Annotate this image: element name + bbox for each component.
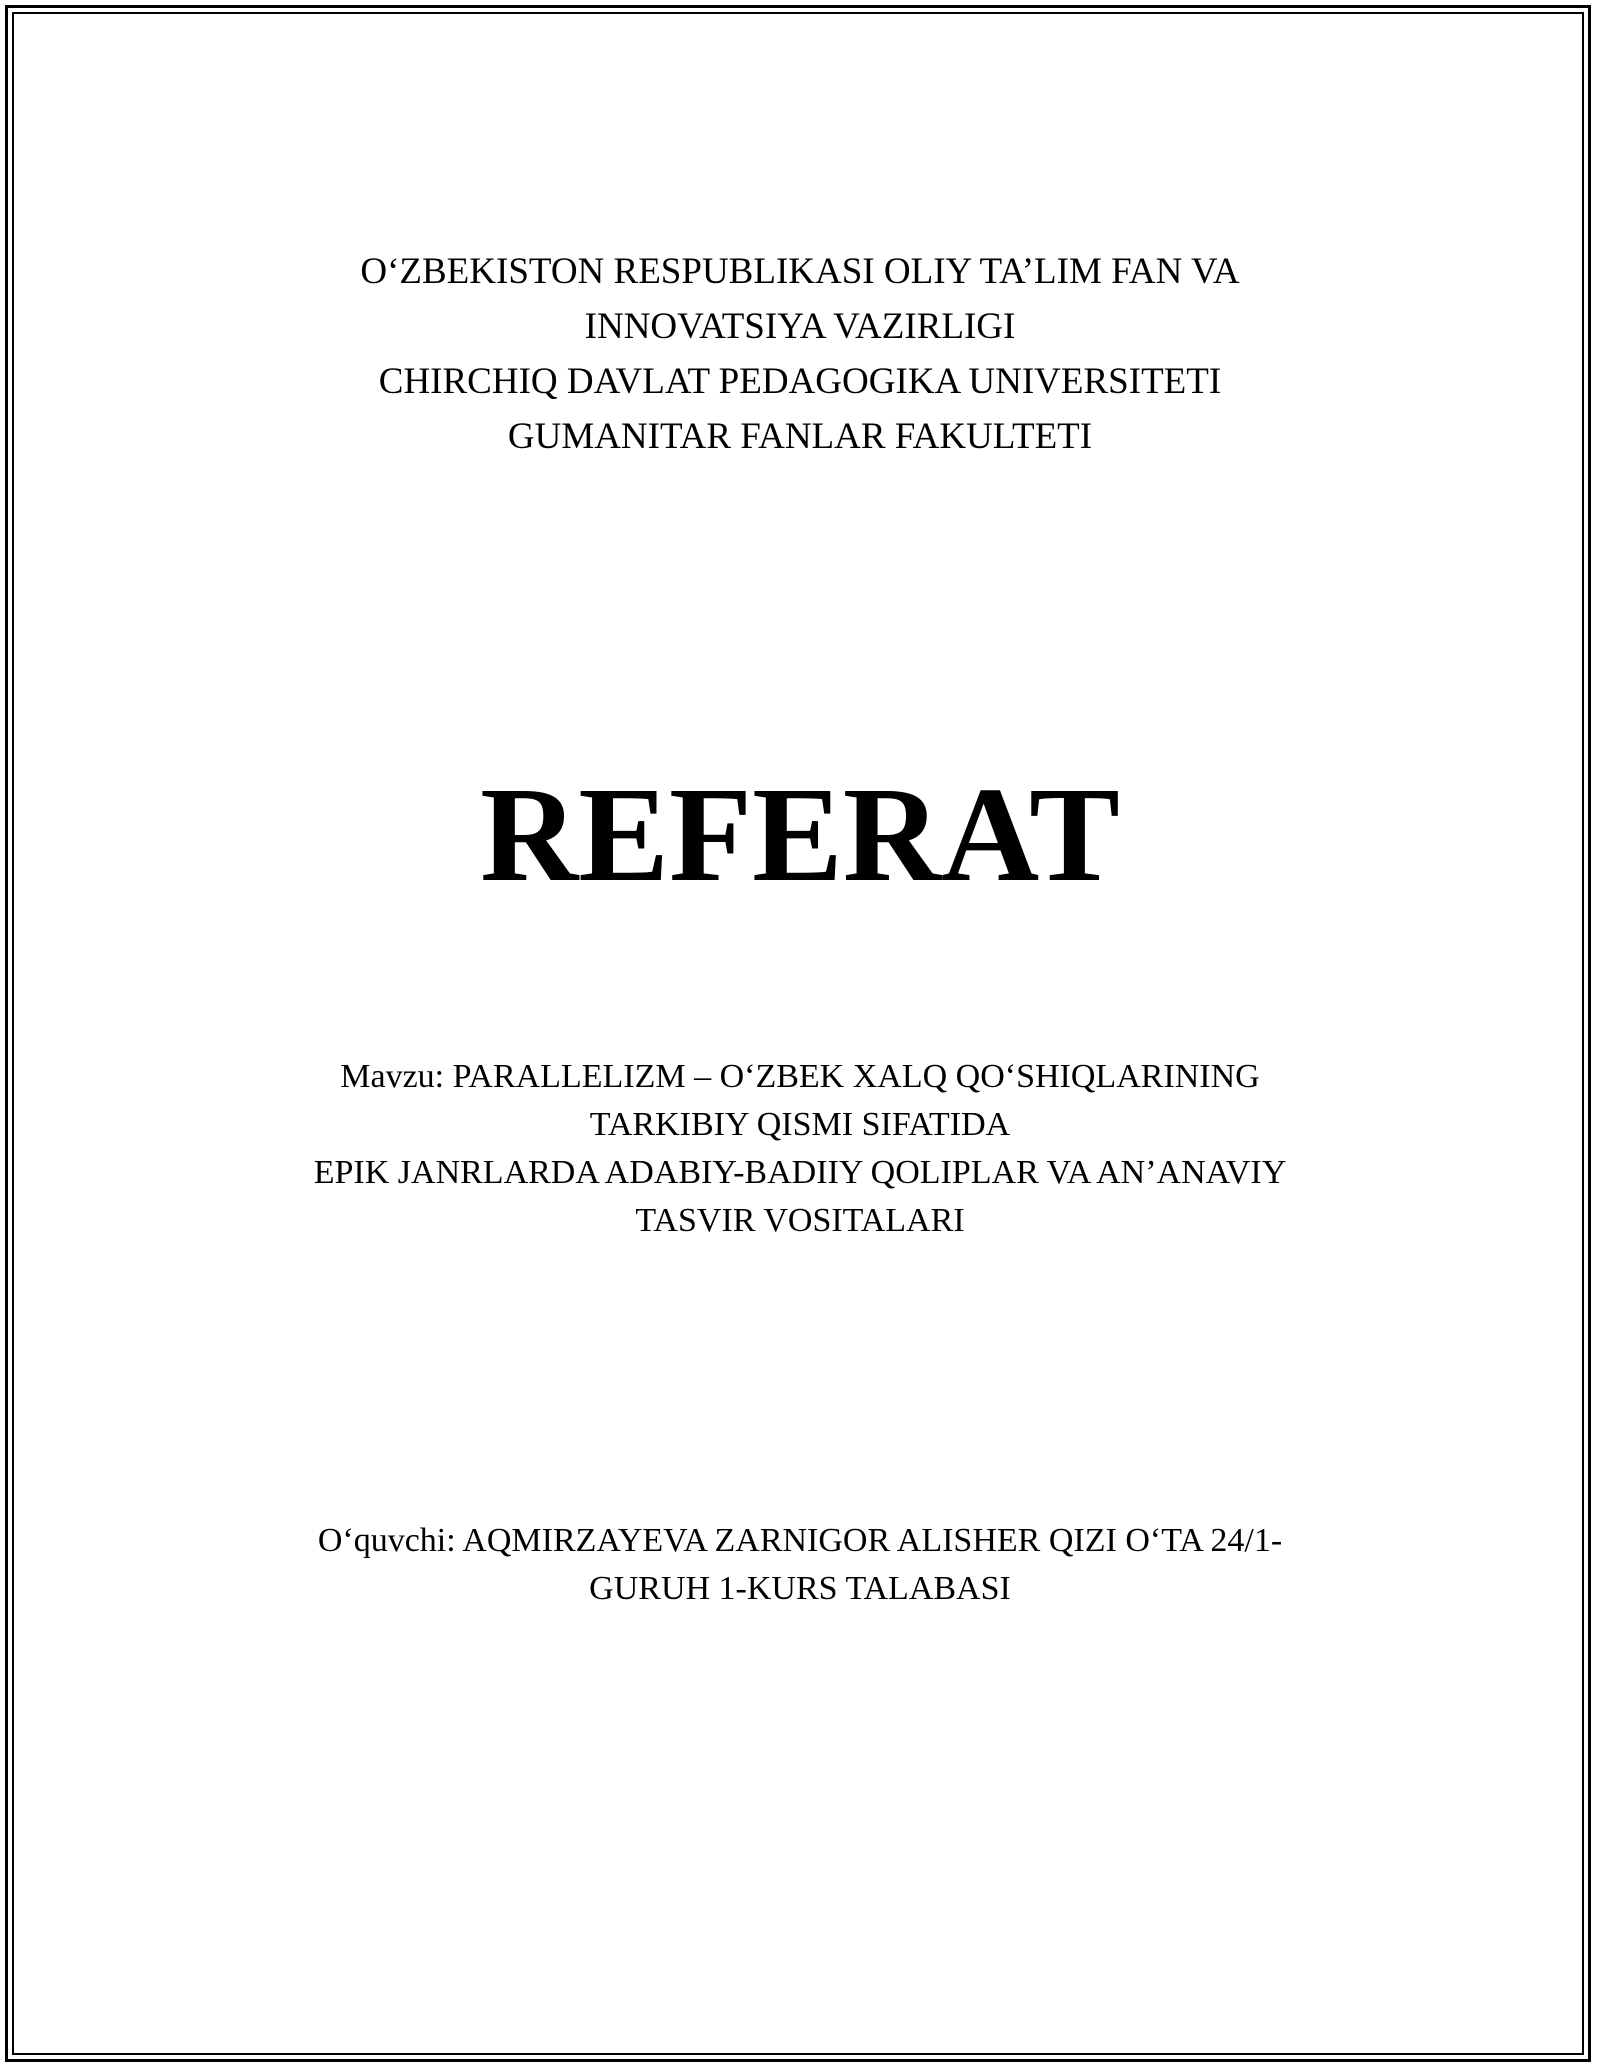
topic-block [0, 1053, 1600, 1245]
student-info [0, 1517, 1600, 1613]
topic-line-3: EPIK JANRLARDA ADABIY-BADIIY QOLIPLAR VA AN’ANAVIY [313, 1154, 1287, 1191]
topic-line-2: TARKIBIY QISMI SIFATIDA [589, 1106, 1011, 1143]
header-line-ministry-1: O‘ZBEKISTON RESPUBLIKASI OLIY TA’LIM FAN VA [360, 251, 1240, 292]
student-line-1: O‘quvchi: AQMIRZAYEVA ZARNIGOR ALISHER QIZI O‘TA 24/1- [317, 1522, 1283, 1559]
institution-header [0, 244, 1600, 464]
header-line-university: CHIRCHIQ DAVLAT PEDAGOGIKA UNIVERSITETI [378, 361, 1222, 402]
header-line-ministry-2: INNOVATSIYA VAZIRLIGI [584, 306, 1016, 347]
topic-line-4: TASVIR VOSITALARI [635, 1202, 965, 1239]
student-line-2: GURUH 1-KURS TALABASI [589, 1570, 1011, 1607]
topic-line-1: Mavzu: PARALLELIZM – O‘ZBEK XALQ QO‘SHIQLARINING [340, 1058, 1260, 1095]
document-title: REFERAT [480, 760, 1120, 910]
header-line-faculty: GUMANITAR FANLAR FAKULTETI [507, 416, 1093, 457]
